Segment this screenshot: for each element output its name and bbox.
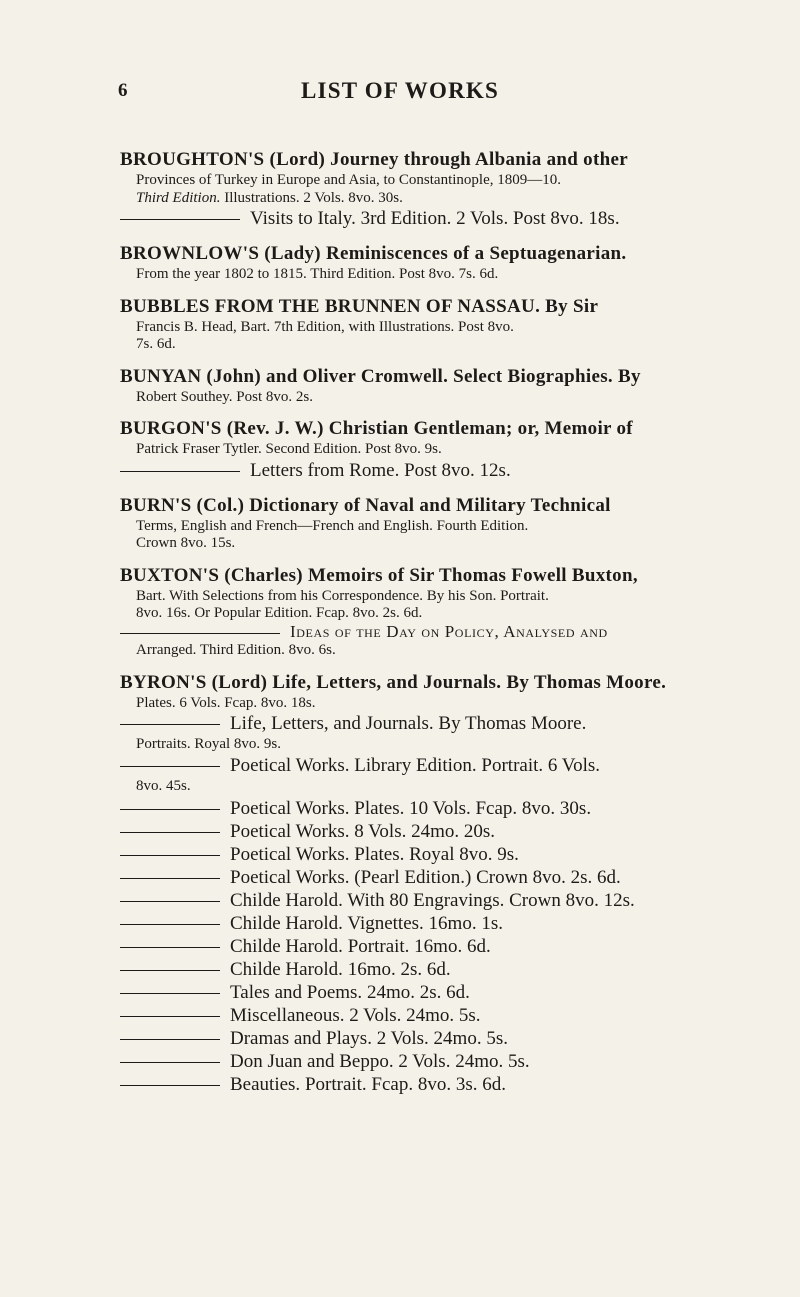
work-title: Childe Harold. (230, 890, 343, 911)
work-item (120, 1073, 748, 1096)
ditto-rule (120, 724, 220, 725)
work-desc: 2 Vols. 24mo. 5s. (398, 1051, 530, 1072)
entry-detail: 8vo. 45s. (136, 777, 191, 794)
ditto-rule (120, 832, 220, 833)
work-title: Childe Harold. (230, 936, 343, 957)
work-title: Don Juan and Beppo. (230, 1051, 394, 1072)
entry-bubbles (120, 295, 748, 354)
ditto-rule (120, 1016, 220, 1017)
work-item (120, 958, 748, 981)
ditto-rule (120, 1039, 220, 1040)
entry-detail: Terms, English and French—French and English. Fourth Edition. (136, 517, 529, 534)
ditto-rule (120, 471, 240, 472)
entry-detail: Plates. 6 Vols. Fcap. 8vo. 18s. (136, 694, 316, 711)
entry-detail: From the year 1802 to 1815. Third Edition. Post 8vo. 7s. 6d. (136, 266, 499, 282)
work-item (120, 820, 748, 843)
work-title: Tales and Poems. (230, 982, 363, 1003)
work-desc: 2 Vols. 24mo. 5s. (349, 1005, 481, 1026)
entry-heading: BUXTON'S (Charles) Memoirs of Sir Thomas Fowell Buxton, (120, 564, 638, 586)
sub-entry-text: Ideas of the Day on Policy, Analysed and (290, 621, 608, 641)
work-title: Childe Harold. (230, 913, 343, 934)
ditto-rule (120, 901, 220, 902)
entry-detail: Portraits. Royal 8vo. 9s. (136, 736, 281, 752)
work-item (120, 889, 748, 912)
ditto-rule (120, 1085, 220, 1086)
entry-detail: Patrick Fraser Tytler. Second Edition. Post 8vo. 9s. (136, 441, 442, 457)
work-item (120, 935, 748, 958)
work-title: Childe Harold. (230, 959, 343, 980)
ditto-rule (120, 219, 240, 220)
byron-works-list (120, 797, 748, 1096)
entry-burgon (120, 417, 748, 483)
entry-detail: Arranged. Third Edition. 8vo. 6s. (136, 642, 336, 658)
entry-detail (120, 190, 748, 208)
entry-detail: Francis B. Head, Bart. 7th Edition, with Illustrations. Post 8vo. (136, 318, 514, 335)
sub-entry (120, 623, 748, 643)
entry-detail: 8vo. 16s. Or Popular Edition. Fcap. 8vo. 2s. 6d. (136, 605, 423, 621)
work-item (120, 1050, 748, 1073)
entry-broughton (120, 148, 748, 231)
ditto-rule (120, 878, 220, 879)
entry-heading: BURN'S (Col.) Dictionary of Naval and Military Technical (120, 494, 611, 516)
ditto-rule (120, 809, 220, 810)
ditto-rule (120, 766, 220, 767)
sub-entry-text: Life, Letters, and Journals. By Thomas Moore. (230, 713, 587, 734)
work-item (120, 912, 748, 935)
work-item (120, 797, 748, 820)
entry-detail: Bart. With Selections from his Correspondence. By his Son. Portrait. (136, 587, 549, 604)
works-list (120, 148, 748, 1107)
sub-entry (120, 207, 748, 231)
sub-entry-text: Visits to Italy. 3rd Edition. 2 Vols. Post 8vo. 18s. (250, 208, 620, 229)
work-desc: 8 Vols. 24mo. 20s. (354, 821, 496, 842)
entry-heading: BROUGHTON'S (Lord) Journey through Albania and other (120, 149, 628, 170)
entry-byron (120, 671, 748, 1097)
work-title: Miscellaneous. (230, 1005, 345, 1026)
entry-brownlow (120, 242, 748, 284)
entry-detail: Crown 8vo. 15s. (136, 535, 236, 551)
ditto-rule (120, 1062, 220, 1063)
sub-entry (120, 754, 748, 778)
ditto-rule (120, 947, 220, 948)
entry-heading: BUBBLES FROM THE BRUNNEN OF NASSAU. By Sir (120, 295, 599, 317)
work-desc: (Pearl Edition.) Crown 8vo. 2s. 6d. (354, 867, 621, 888)
entry-heading: BYRON'S (Lord) Life, Letters, and Journals. By Thomas Moore. (120, 671, 667, 693)
work-desc: Plates. 10 Vols. Fcap. 8vo. 30s. (354, 798, 592, 819)
work-item (120, 1004, 748, 1027)
entry-heading: BROWNLOW'S (Lady) Reminiscences of a Septuagenarian. (120, 243, 627, 264)
running-head: LIST OF WORKS (301, 78, 499, 103)
entry-detail-text: Illustrations. 2 Vols. 8vo. 30s. (224, 189, 403, 206)
sub-entry (120, 459, 748, 483)
work-title: Dramas and Plays. (230, 1028, 372, 1049)
work-title: Poetical Works. (230, 821, 350, 842)
work-item (120, 866, 748, 889)
work-title: Poetical Works. (230, 798, 350, 819)
entry-burn (120, 494, 748, 553)
entry-detail: Robert Southey. Post 8vo. 2s. (136, 388, 313, 405)
ditto-rule (120, 993, 220, 994)
entry-heading: BUNYAN (John) and Oliver Cromwell. Select Biographies. By (120, 365, 641, 387)
edition-note: Third Edition. (136, 189, 221, 206)
ditto-rule (120, 924, 220, 925)
work-desc: Plates. Royal 8vo. 9s. (354, 844, 519, 865)
work-title: Poetical Works. (230, 867, 350, 888)
sub-entry-text: Letters from Rome. Post 8vo. 12s. (250, 459, 511, 481)
sub-entry-text: Poetical Works. Library Edition. Portrait. 6 Vols. (230, 754, 600, 776)
work-desc: Portrait. Fcap. 8vo. 3s. 6d. (304, 1074, 507, 1095)
page-number: 6 (118, 80, 128, 101)
page-header (0, 70, 800, 114)
ditto-rule (120, 633, 280, 634)
entry-bunyan (120, 365, 748, 407)
work-item (120, 843, 748, 866)
work-desc: With 80 Engravings. Crown 8vo. 12s. (347, 890, 635, 911)
entry-detail: 7s. 6d. (136, 336, 176, 352)
ditto-rule (120, 970, 220, 971)
work-title: Poetical Works. (230, 844, 350, 865)
sub-entry (120, 712, 748, 736)
work-desc: 2 Vols. 24mo. 5s. (376, 1028, 508, 1049)
entry-heading: BURGON'S (Rev. J. W.) Christian Gentleman; or, Memoir of (120, 418, 633, 439)
work-desc: Vignettes. 16mo. 1s. (347, 913, 503, 934)
entry-buxton (120, 564, 748, 660)
work-desc: 16mo. 2s. 6d. (347, 959, 451, 980)
entry-detail: Provinces of Turkey in Europe and Asia, to Constantinople, 1809—10. (136, 172, 561, 188)
ditto-rule (120, 855, 220, 856)
work-desc: Portrait. 16mo. 6d. (347, 936, 491, 957)
work-title: Beauties. (230, 1074, 301, 1095)
work-desc: 24mo. 2s. 6d. (366, 982, 470, 1003)
work-item (120, 1027, 748, 1050)
work-item (120, 981, 748, 1004)
